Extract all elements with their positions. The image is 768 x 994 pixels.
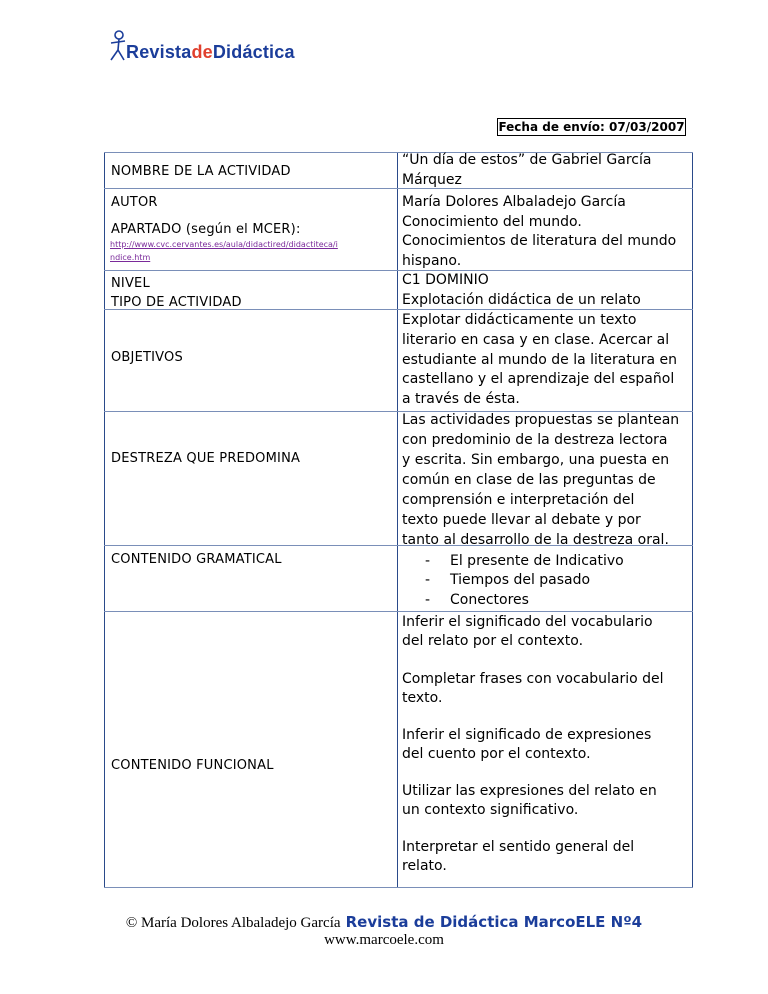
grammar-item: Tiempos del pasado [450,572,591,588]
row-label-author: AUTOR [111,195,158,210]
objectives-line-2: literario en casa y en clase. Acercar al [402,332,670,348]
row-label-activity-name: NOMBRE DE LA ACTIVIDAD [111,164,291,179]
skill-line-4: común en clase de las preguntas de [402,472,656,488]
activity-name-line-2: Márquez [402,172,462,188]
row-label-grammar-content: CONTENIDO GRAMATICAL [111,552,282,567]
grammar-item: El presente de Indicativo [450,553,624,569]
row-label-functional-content: CONTENIDO FUNCIONAL [111,758,274,773]
skill-line-6: texto puede llevar al debate y por [402,512,641,528]
table-border-right [692,152,693,888]
activity-type-value: Explotación didáctica de un relato [402,292,641,308]
section-value-line-1: Conocimiento del mundo. [402,214,582,230]
row-divider [104,188,693,189]
bullet-dash: - [425,553,431,569]
functional-p2-line-1: Completar frases con vocabulario del [402,671,664,687]
objectives-line-4: castellano y el aprendizaje del español [402,371,675,387]
row-label-objectives: OBJETIVOS [111,350,183,365]
bullet-dash: - [425,572,431,588]
row-label-level: NIVEL [111,276,150,291]
row-label-section: APARTADO (según el MCER): [111,222,301,237]
footer-copyright: © María Dolores Albaladejo García [125,915,341,931]
row-divider [104,270,693,271]
row-label-dominant-skill: DESTREZA QUE PREDOMINA [111,451,301,466]
row-divider [104,611,693,612]
bullet-dash: - [425,592,431,608]
skill-line-5: comprensión e interpretación del [402,492,635,508]
functional-p1-line-1: Inferir el significado del vocabulario [402,614,653,630]
logo-wordmark: RevistadeDidáctica [126,42,295,62]
footer-website[interactable]: www.marcoele.com [324,932,444,948]
submission-date: Fecha de envío: 07/03/2007 [498,120,685,134]
table-border-bottom [104,887,693,888]
row-label-activity-type: TIPO DE ACTIVIDAD [111,295,242,310]
level-value: C1 DOMINIO [402,272,489,288]
functional-p3-line-1: Inferir el significado de expresiones [402,727,652,743]
footer-credit [0,912,768,932]
functional-p3-line-2: del cuento por el contexto. [402,746,591,762]
functional-p2-line-2: texto. [402,690,443,706]
activity-name-line-1: “Un día de estos” de Gabriel García [402,152,652,168]
person-figure-icon [108,30,128,66]
objectives-line-1: Explotar didácticamente un texto [402,312,637,328]
footer-journal: Revista de Didáctica MarcoELE Nº4 [345,913,643,931]
grammar-item: Conectores [450,592,529,608]
mcer-link-continued[interactable]: ndice.htm [110,253,151,262]
author-value: María Dolores Albaladejo García [402,194,626,210]
table-border-left [104,152,105,888]
functional-p1-line-2: del relato por el contexto. [402,633,584,649]
functional-p5-line-1: Interpretar el sentido general del [402,839,635,855]
table-column-divider [397,152,398,888]
functional-p4-line-2: un contexto significativo. [402,802,579,818]
skill-line-3: y escrita. Sin embargo, una puesta en [402,452,670,468]
functional-p4-line-1: Utilizar las expresiones del relato en [402,783,657,799]
skill-line-1: Las actividades propuestas se plantean [402,412,680,428]
section-value-line-3: hispano. [402,253,462,269]
mcer-link[interactable]: http://www.cvc.cervantes.es/aula/didactired/didactiteca/i [110,240,338,249]
section-value-line-2: Conocimientos de literatura del mundo [402,233,677,249]
functional-p5-line-2: relato. [402,858,447,874]
skill-line-7: tanto al desarrollo de la destreza oral. [402,532,669,548]
submission-date-box [497,118,686,136]
objectives-line-3: estudiante al mundo de la literatura en [402,352,677,368]
skill-line-2: con predominio de la destreza lectora [402,432,668,448]
objectives-line-5: a través de ésta. [402,391,520,407]
